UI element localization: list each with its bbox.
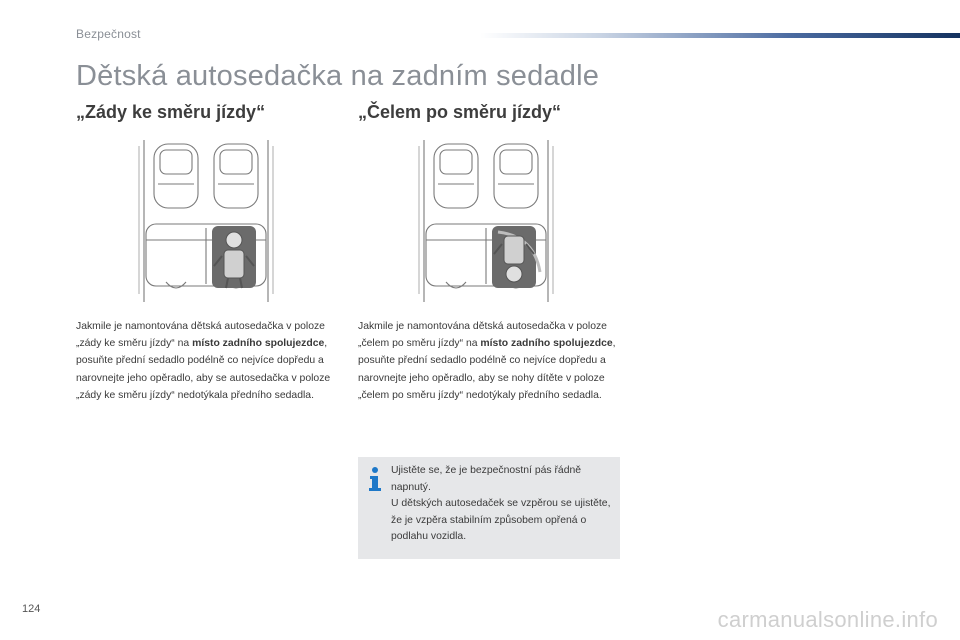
header-accent-bar	[480, 33, 960, 38]
child-seat-rear-facing	[212, 226, 256, 288]
forward-facing-text: Jakmile je namontována dětská autosedačka v poloze „čelem po směru jízdy“ na místo zadního spolujezdce, posuňte přední sedadlo podélně co nejvíce dopředu a narovnejte jeho opěradlo, aby se nohy dítěte v poloze „čelem po směru jízdy“ nedotýkaly předního sedadla.	[358, 321, 616, 401]
note-line: Ujistěte se, že je bezpečnostní pás řádně napnutý.	[391, 465, 582, 493]
section-label: Bezpečnost	[76, 27, 141, 41]
forward-facing-subtitle: „Čelem po směru jízdy“	[358, 102, 562, 122]
watermark: carmanualsonline.info	[717, 607, 938, 632]
info-icon	[368, 466, 382, 492]
note-line: U dětských autosedaček se vzpěrou se ujistěte, že je vzpěra stabilním způsobem opřená o podlahu vozidla.	[391, 498, 611, 543]
rear-facing-seat-illustration	[136, 132, 276, 312]
page-number: 124	[22, 603, 41, 615]
rear-facing-subtitle: „Zády ke směru jízdy“	[76, 102, 266, 122]
info-note-text	[391, 463, 613, 546]
page-title: Dětská autosedačka na zadním sedadle	[76, 60, 600, 92]
child-seat-forward-facing	[492, 226, 540, 288]
info-note	[358, 457, 620, 559]
rear-facing-text: Jakmile je namontována dětská autosedačka v poloze „zády ke směru jízdy“ na místo zadního spolujezdce, posuňte přední sedadlo podélně co nejvíce dopředu a narovnejte jeho opěradlo, aby se autosedačka v poloze „zády ke směru jízdy“ nedotýkala předního sedadla.	[76, 321, 331, 401]
forward-facing-seat-illustration	[416, 132, 556, 312]
